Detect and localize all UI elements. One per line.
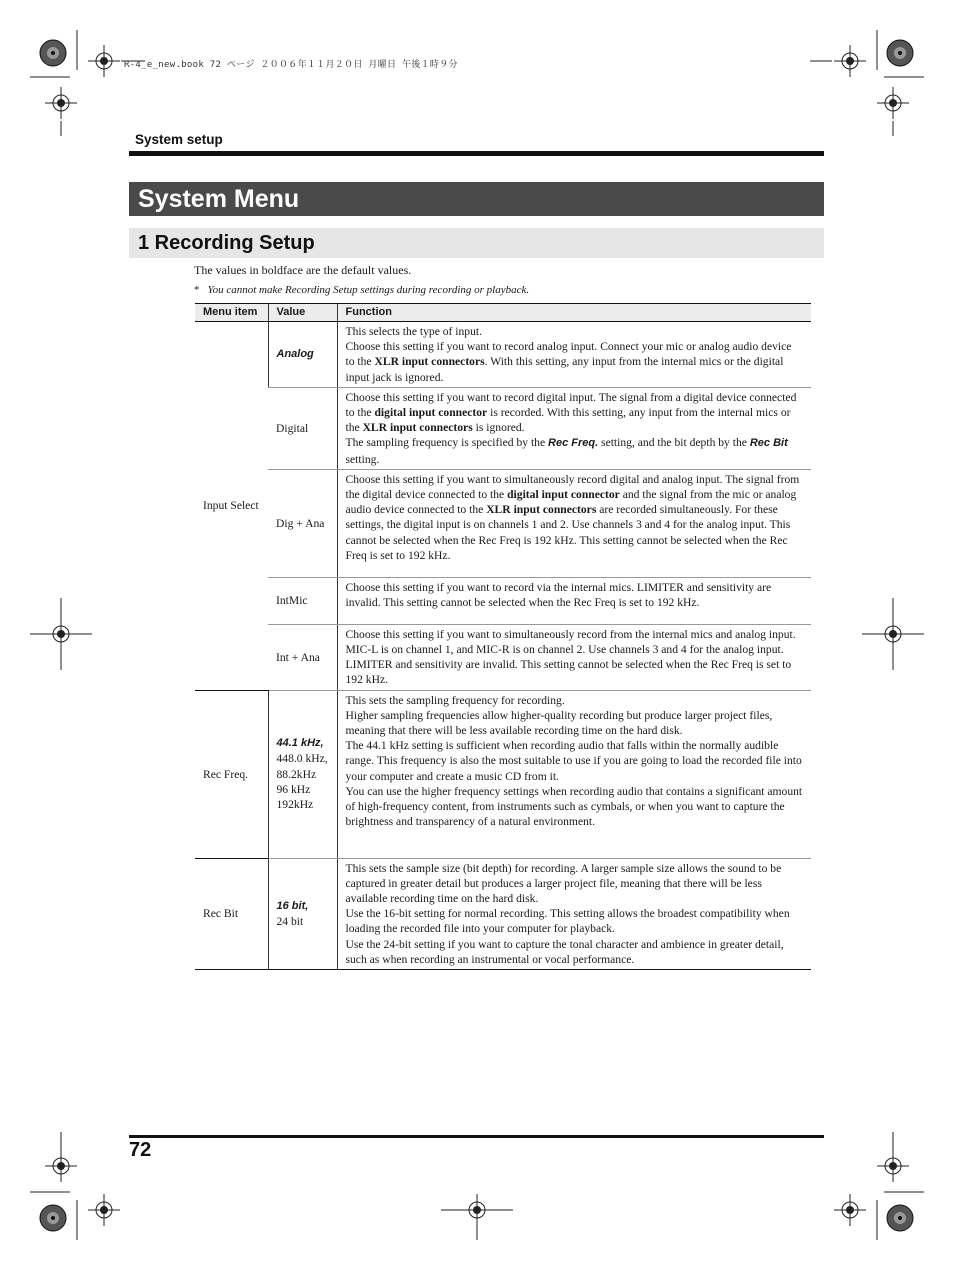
header-value: Value (268, 304, 337, 322)
value-cell: Dig + Ana (268, 469, 337, 577)
keyword: XLR input connectors (362, 421, 473, 435)
registration-mark-icon (45, 618, 77, 650)
function-text: This sets the sampling frequency for recording. (345, 693, 565, 707)
note-marker: * (194, 284, 200, 296)
setting-reference: Rec Bit (749, 437, 788, 450)
keyword: XLR input connectors (374, 355, 485, 369)
keyword: XLR input connectors (486, 503, 597, 517)
settings-table (195, 303, 811, 970)
table-row (195, 858, 811, 969)
table-header-row (195, 304, 811, 322)
registration-mark-icon (45, 87, 77, 119)
registration-mark-icon (877, 87, 909, 119)
function-text: is ignored. (472, 421, 525, 435)
function-text: This selects the type of input. (345, 325, 483, 338)
default-value: Analog (276, 348, 314, 361)
note-text: You cannot make Recording Setup settings during recording or playback. (207, 284, 530, 296)
function-text: Choose this setting if you want to simultaneously record digital and analog input. The signal from the digital device connected to the (345, 472, 800, 502)
menu-item-input-select: Input Select (195, 322, 268, 691)
function-cell: Choose this setting if you want to record via the internal mics. LIMITER and sensitivity are invalid. This setting cannot be selected when the Rec Freq is set to 192 kHz. (337, 577, 811, 624)
value-cell: Int + Ana (268, 624, 337, 690)
value-option: 96 kHz (276, 782, 311, 796)
function-text: Choose this setting if you want to record analog input. Connect your mic or analog audio device to the (345, 340, 792, 369)
function-text: The sampling frequency is specified by the (345, 436, 549, 450)
value-option: 448.0 kHz, (276, 752, 328, 766)
function-text: This sets the sample size (bit depth) for recording. A larger sample size allows the sound to be captured in greater detail but produces a larger project file, meaning that there will be less available recording time on the hard disk. (345, 861, 782, 906)
function-cell (337, 858, 811, 969)
function-cell: Choose this setting if you want to simultaneously record from the internal mics and analog input. MIC-L is on channel 1, and MIC-R is on channel 2. Use channels 3 and 4 for the analog input. LIMITER and sensitivity are invalid. This setting cannot be selected when the Rec Freq is set to 192 kHz. (337, 624, 811, 690)
function-text: and the signal from the mic or analog audio device connected to the (345, 488, 797, 517)
menu-item-rec-bit: Rec Bit (195, 858, 268, 969)
function-text: You can use the higher frequency settings when recording audio that contains a significant amount of high-frequency content, from instruments such as cymbals, or when you want to capture the brightness and transparency of a natural environment. (345, 784, 803, 829)
function-text: . With this setting, any input from the internal mics or the digital input jack is ignored. (345, 355, 784, 384)
function-text: Choose this setting if you want to record digital input. The signal from a digital device connected to the (345, 390, 797, 420)
value-cell (268, 322, 337, 388)
value-cell: IntMic (268, 577, 337, 624)
function-text: Use the 16-bit setting for normal recording. This setting allows the broadest compatibility when loading the recorded file into your computer for playback. (345, 907, 790, 936)
default-value: 44.1 kHz, (276, 737, 324, 750)
value-option: 192kHz (276, 797, 314, 811)
header-function: Function (337, 304, 811, 322)
section-label: System setup (135, 132, 223, 147)
registration-mark-icon (461, 1194, 493, 1226)
default-value: 16 bit, (276, 899, 309, 912)
header-rule (129, 151, 824, 156)
table-row (195, 624, 811, 690)
value-cell (268, 690, 337, 858)
intro-text: The values in boldface are the default values. (194, 263, 412, 277)
page-title: System Menu (138, 185, 300, 213)
registration-star-icon (40, 40, 66, 66)
function-text: The 44.1 kHz setting is sufficient when recording audio that falls within the normally audible range. This frequency is also the most suitable to use if you are going to load the recorded file into your computer and create a music CD from it. (345, 739, 802, 783)
function-text: Use the 24-bit setting if you want to capture the tonal character and ambience in greater detail, such as when recording an instrumental or vocal performance. (345, 937, 784, 966)
keyword: digital input connector (507, 488, 620, 502)
function-text: is recorded. With this setting, any input from the internal mics or the (345, 406, 791, 435)
value-option: 24 bit (276, 914, 304, 928)
registration-mark-icon (834, 45, 866, 77)
header-menu-item: Menu item (195, 304, 268, 322)
table-row (195, 577, 811, 624)
menu-item-rec-freq: Rec Freq. (195, 690, 268, 858)
value-cell: Digital (268, 387, 337, 469)
keyword: digital input connector (374, 406, 488, 420)
table-row (195, 387, 811, 469)
registration-mark-icon (88, 1194, 120, 1226)
function-text: setting, and the bit depth by the (598, 436, 750, 450)
footer-rule (129, 1135, 824, 1138)
setting-reference: Rec Freq. (548, 437, 599, 450)
registration-mark-icon (877, 618, 909, 650)
registration-star-icon (887, 40, 913, 66)
page-number: 72 (129, 1139, 152, 1161)
registration-star-icon (887, 1205, 913, 1231)
value-option: 88.2kHz (276, 767, 317, 781)
table-row (195, 469, 811, 577)
function-text: setting. (345, 452, 380, 466)
section-heading: 1 Recording Setup (138, 232, 315, 254)
table-row (195, 690, 811, 858)
function-cell (337, 387, 811, 469)
function-cell (337, 690, 811, 858)
function-cell (337, 469, 811, 577)
registration-mark-icon (45, 1150, 77, 1182)
function-text: Higher sampling frequencies allow higher-quality recording but produce larger project files, meaning that there will be less available recording time on the hard disk. (345, 708, 773, 738)
registration-mark-icon (834, 1194, 866, 1226)
function-cell (337, 322, 811, 388)
note (194, 284, 529, 296)
print-header: R-4_e_new.book 72 ページ ２００６年１１月２０日 月曜日 午後１時９分 (124, 60, 458, 70)
function-text: are recorded simultaneously. For these settings, the digital input is on channels 1 and 2. Use channels 3 and 4 for the analog input. This cannot be selected when the Rec Freq is 192 kHz. This setting cannot be selected when the Rec Freq is set to 192 kHz. (345, 503, 791, 562)
registration-star-icon (40, 1205, 66, 1231)
registration-mark-icon (88, 45, 120, 77)
registration-mark-icon (877, 1150, 909, 1182)
table-row (195, 322, 811, 388)
value-cell (268, 858, 337, 969)
